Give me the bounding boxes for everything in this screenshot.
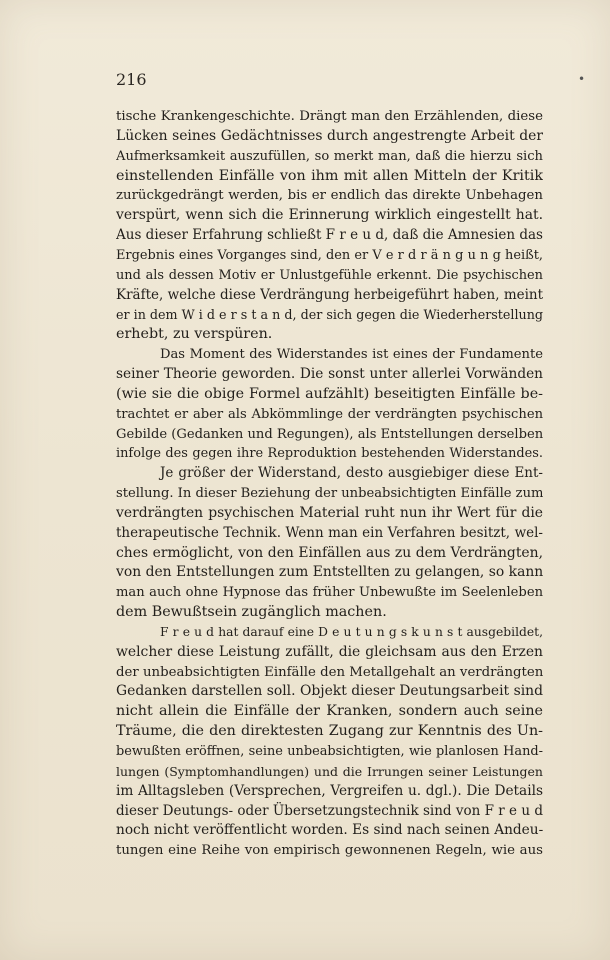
page-number: 216 [116,70,147,89]
text-line: der unbeabsichtigten Einfälle den Metallgehalt an verdrängten [116,664,543,680]
text-line: einstellenden Einfälle von ihm mit allen Mitteln der Kritik [116,167,543,184]
text-line: tische Krankengeschichte. Drängt man den Erzählenden, diese [116,109,543,124]
text-line: lungen (Symptomhandlungen) und die Irrungen seiner Leistungen [116,763,543,779]
text-line: verspürt, wenn sich die Erinnerung wirklich eingestellt hat. [116,207,543,224]
text-line: dieser Deutungs- oder Übersetzungstechnik sind von F r e u d [116,802,543,819]
text-line: er in dem W i d e r s t a n d, der sich gegen die Wiederherstellung [116,307,543,323]
text-line: (wie sie die obige Formel aufzählt) beseitigten Einfälle be- [116,385,543,402]
text-line: nicht allein die Einfälle der Kranken, sondern auch seine [116,703,543,720]
text-line: therapeutische Technik. Wenn man ein Verfahren besitzt, wel- [116,524,543,541]
text-line: Aus dieser Erfahrung schließt F r e u d, daß die Amnesien das [116,227,543,244]
text-line: welcher diese Leistung zufällt, die gleichsam aus den Erzen [116,643,543,660]
text-line: Ergebnis eines Vorganges sind, den er V e r d r ä n g u n g heißt, [116,247,543,263]
text-line: verdrängten psychischen Material ruht nun ihr Wert für die [116,504,543,521]
text-line: Kräfte, welche diese Verdrängung herbeigeführt haben, meint [116,286,543,303]
body-text [116,107,543,861]
text-line: noch nicht veröffentlicht worden. Es sind nach seinen Andeu- [116,822,543,839]
text-line: trachtet er aber als Abkömmlinge der verdrängten psychischen [116,406,543,422]
text-line: ches ermöglicht, von den Einfällen aus zu dem Verdrängten, [116,544,543,561]
text-line: infolge des gegen ihre Reproduktion bestehenden Widerstandes. [116,446,543,462]
text-line: man auch ohne Hypnose das früher Unbewußte im Seelenleben [116,585,543,601]
text-line: bewußten eröffnen, seine unbeabsichtigten, wie planlosen Hand- [116,744,543,759]
text-line: seiner Theorie geworden. Die sonst unter allerlei Vorwänden [116,365,543,382]
text-line: Je größer der Widerstand, desto ausgiebiger diese Ent- [160,465,543,482]
text-line: von den Entstellungen zum Entstellten zu gelangen, so kann [116,564,543,581]
text-line: Aufmerksamkeit auszufüllen, so merkt man, daß die hierzu sich [116,148,543,164]
text-line: Gebilde (Gedanken und Regungen), als Entstellungen derselben [116,426,543,442]
text-line: Gedanken darstellen soll. Objekt dieser Deutungsarbeit sind [116,683,543,700]
text-line: Träume, die den direktesten Zugang zur Kenntnis des Un- [116,723,543,740]
text-line: dem Bewußtsein zugänglich machen. [116,604,387,621]
text-line: stellung. In dieser Beziehung der unbeabsichtigten Einfälle zum [116,486,543,502]
text-line: tungen eine Reihe von empirisch gewonnenen Regeln, wie aus [116,843,543,859]
text-line: und als dessen Motiv er Unlustgefühle erkennt. Die psychischen [116,267,543,283]
text-line: im Alltagsleben (Versprechen, Vergreifen u. dgl.). Die Details [116,782,543,799]
text-line: Lücken seines Gedächtnisses durch angestrengte Arbeit der [116,127,543,144]
ink-speck: • [578,72,586,86]
text-line: Das Moment des Widerstandes ist eines der Fundamente [160,347,543,363]
text-line: F r e u d hat darauf eine D e u t u n g s k u n s t ausgebildet, [160,624,543,639]
text-line: zurückgedrängt werden, bis er endlich das direkte Unbehagen [116,188,543,204]
text-line: erhebt, zu verspüren. [116,326,273,343]
